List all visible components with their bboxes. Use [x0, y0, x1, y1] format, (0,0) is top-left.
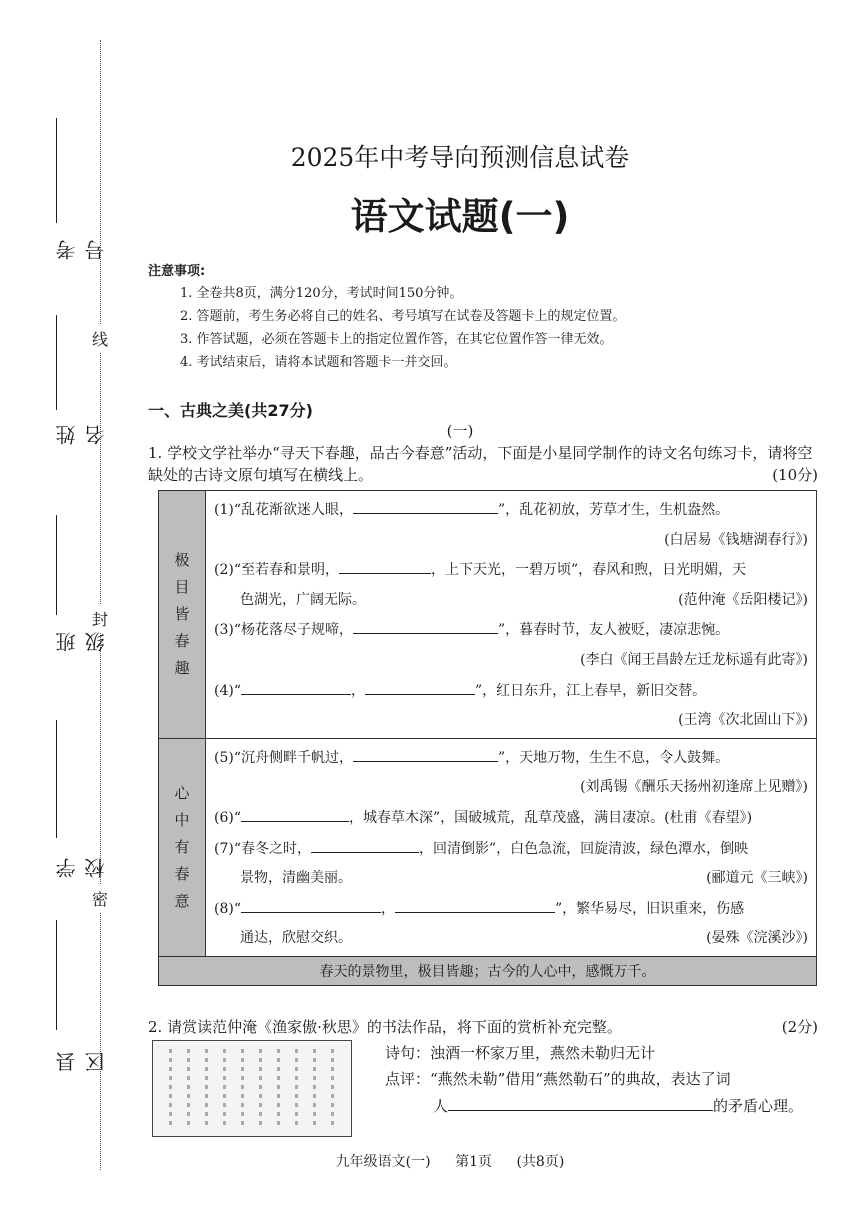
- seal-word-mi: 密: [92, 885, 108, 912]
- section-title: 一、古典之美(共27分): [148, 401, 313, 420]
- poem-item-6: (6)“ ，城春草木深”，国破城荒，乱草茂盛，满目凄凉。(杜甫《春望》): [214, 803, 808, 834]
- appreciation-box: [385, 1040, 803, 1119]
- group-1-label: 极 目 皆 春 趣: [159, 491, 206, 739]
- answer-blank[interactable]: [311, 834, 419, 853]
- group-2-items: [206, 738, 817, 956]
- answer-blank[interactable]: [353, 743, 498, 762]
- group-1-items: [206, 491, 817, 739]
- group-2-label: 心 中 有 春 意: [159, 738, 206, 956]
- note-item: 4. 考试结束后，请将本试题和答题卡一并交回。: [180, 355, 457, 370]
- q2-poem-line: 诗句：浊酒一杯家万里，燕然未勒归无计: [385, 1044, 656, 1062]
- poem-item-7: (7)“春冬之时， ，回清倒影”，白色急流，回旋清波，绿色潭水，倒映 景物，清幽美丽。 (郦道元《三峡》): [214, 834, 808, 894]
- answer-blank[interactable]: [365, 676, 475, 695]
- answer-blank[interactable]: [339, 555, 431, 574]
- binding-margin: 线 封 密 考号 姓名 班级 学校 县区: [0, 0, 110, 1215]
- notes-heading: 注意事项:: [148, 264, 206, 279]
- subsection-title: (一): [446, 422, 474, 440]
- footer-total: (共8页): [516, 1154, 565, 1170]
- q2-comment: 点评：“燕然未勒”借用“燕然勒石”的典故，表达了词: [385, 1070, 731, 1088]
- answer-blank[interactable]: [241, 803, 349, 822]
- question-2: [148, 1016, 818, 1037]
- answer-blank[interactable]: [448, 1092, 713, 1111]
- poem-item-3: (3)“杨花落尽子规啼， ”，暮春时节，友人被贬，凄凉悲惋。 (李白《闻王昌龄左迁龙标遥有此寄》): [214, 615, 808, 675]
- answer-blank[interactable]: [353, 495, 498, 514]
- note-item: 2. 答题前，考生务必将自己的姓名、考号填写在试卷及答题卡上的规定位置。: [180, 309, 626, 324]
- q2-comment-cont: 人 的矛盾心理。: [385, 1092, 803, 1119]
- seal-word-feng: 封: [92, 605, 108, 632]
- answer-blank[interactable]: [353, 615, 498, 634]
- answer-blank[interactable]: [241, 676, 351, 695]
- subject-title: 语文试题(一): [350, 195, 570, 238]
- question-2-text: 2. 请赏读范仲淹《渔家傲·秋思》的书法作品，将下面的赏析补充完整。: [148, 1018, 622, 1036]
- poem-item-5: (5)“沉舟侧畔千帆过， ”，天地万物，生生不息，令人鼓舞。 (刘禹锡《酬乐天扬州初逢席上见赠》): [214, 743, 808, 803]
- poem-item-2: (2)“至若春和景明， ，上下天光，一碧万顷”，春风和煦，日光明媚，天 色湖光，广阔无际。 (范仲淹《岳阳楼记》): [214, 555, 808, 615]
- footer-page: 第1页: [455, 1154, 492, 1170]
- question-2-score: (2分): [781, 1018, 818, 1036]
- page-footer: [0, 1151, 860, 1171]
- card-footer-line: 春天的景物里，极目皆趣；古今的人心中，感慨万千。: [159, 956, 817, 985]
- question-1-score: (10分): [772, 466, 818, 484]
- question-1-text: 1. 学校文学社举办“寻天下春趣，品古今春意”活动，下面是小星同学制作的诗文名句练习卡，请将空缺处的古诗文原句填写在横线上。: [148, 444, 813, 484]
- note-item: 1. 全卷共8页，满分120分，考试时间150分钟。: [180, 286, 463, 301]
- seal-word-xian: 线: [92, 325, 108, 352]
- poem-practice-card: [158, 490, 817, 986]
- calligraphy-image: [152, 1040, 352, 1137]
- footer-grade: 九年级语文(一): [335, 1154, 431, 1170]
- poem-item-1: (1)“乱花渐欲迷人眼， ”，乱花初放，芳草才生，生机盎然。 (白居易《钱塘湖春行》): [214, 495, 808, 555]
- answer-blank[interactable]: [241, 894, 381, 913]
- question-1: [148, 442, 818, 486]
- poem-item-4: (4)“ ， ”，红日东升，江上春早，新旧交替。 (王湾《次北固山下》): [214, 676, 808, 736]
- note-item: 3. 作答试题，必须在答题卡上的指定位置作答，在其它位置作答一律无效。: [180, 332, 613, 347]
- exam-title: 2025年中考导向预测信息试卷: [290, 143, 630, 172]
- notes-list: [180, 282, 626, 374]
- poem-item-8: (8)“ ， ”，繁华易尽，旧识重来，伤感 通达，欣慰交织。 (晏殊《浣溪沙》): [214, 894, 808, 954]
- answer-blank[interactable]: [395, 894, 555, 913]
